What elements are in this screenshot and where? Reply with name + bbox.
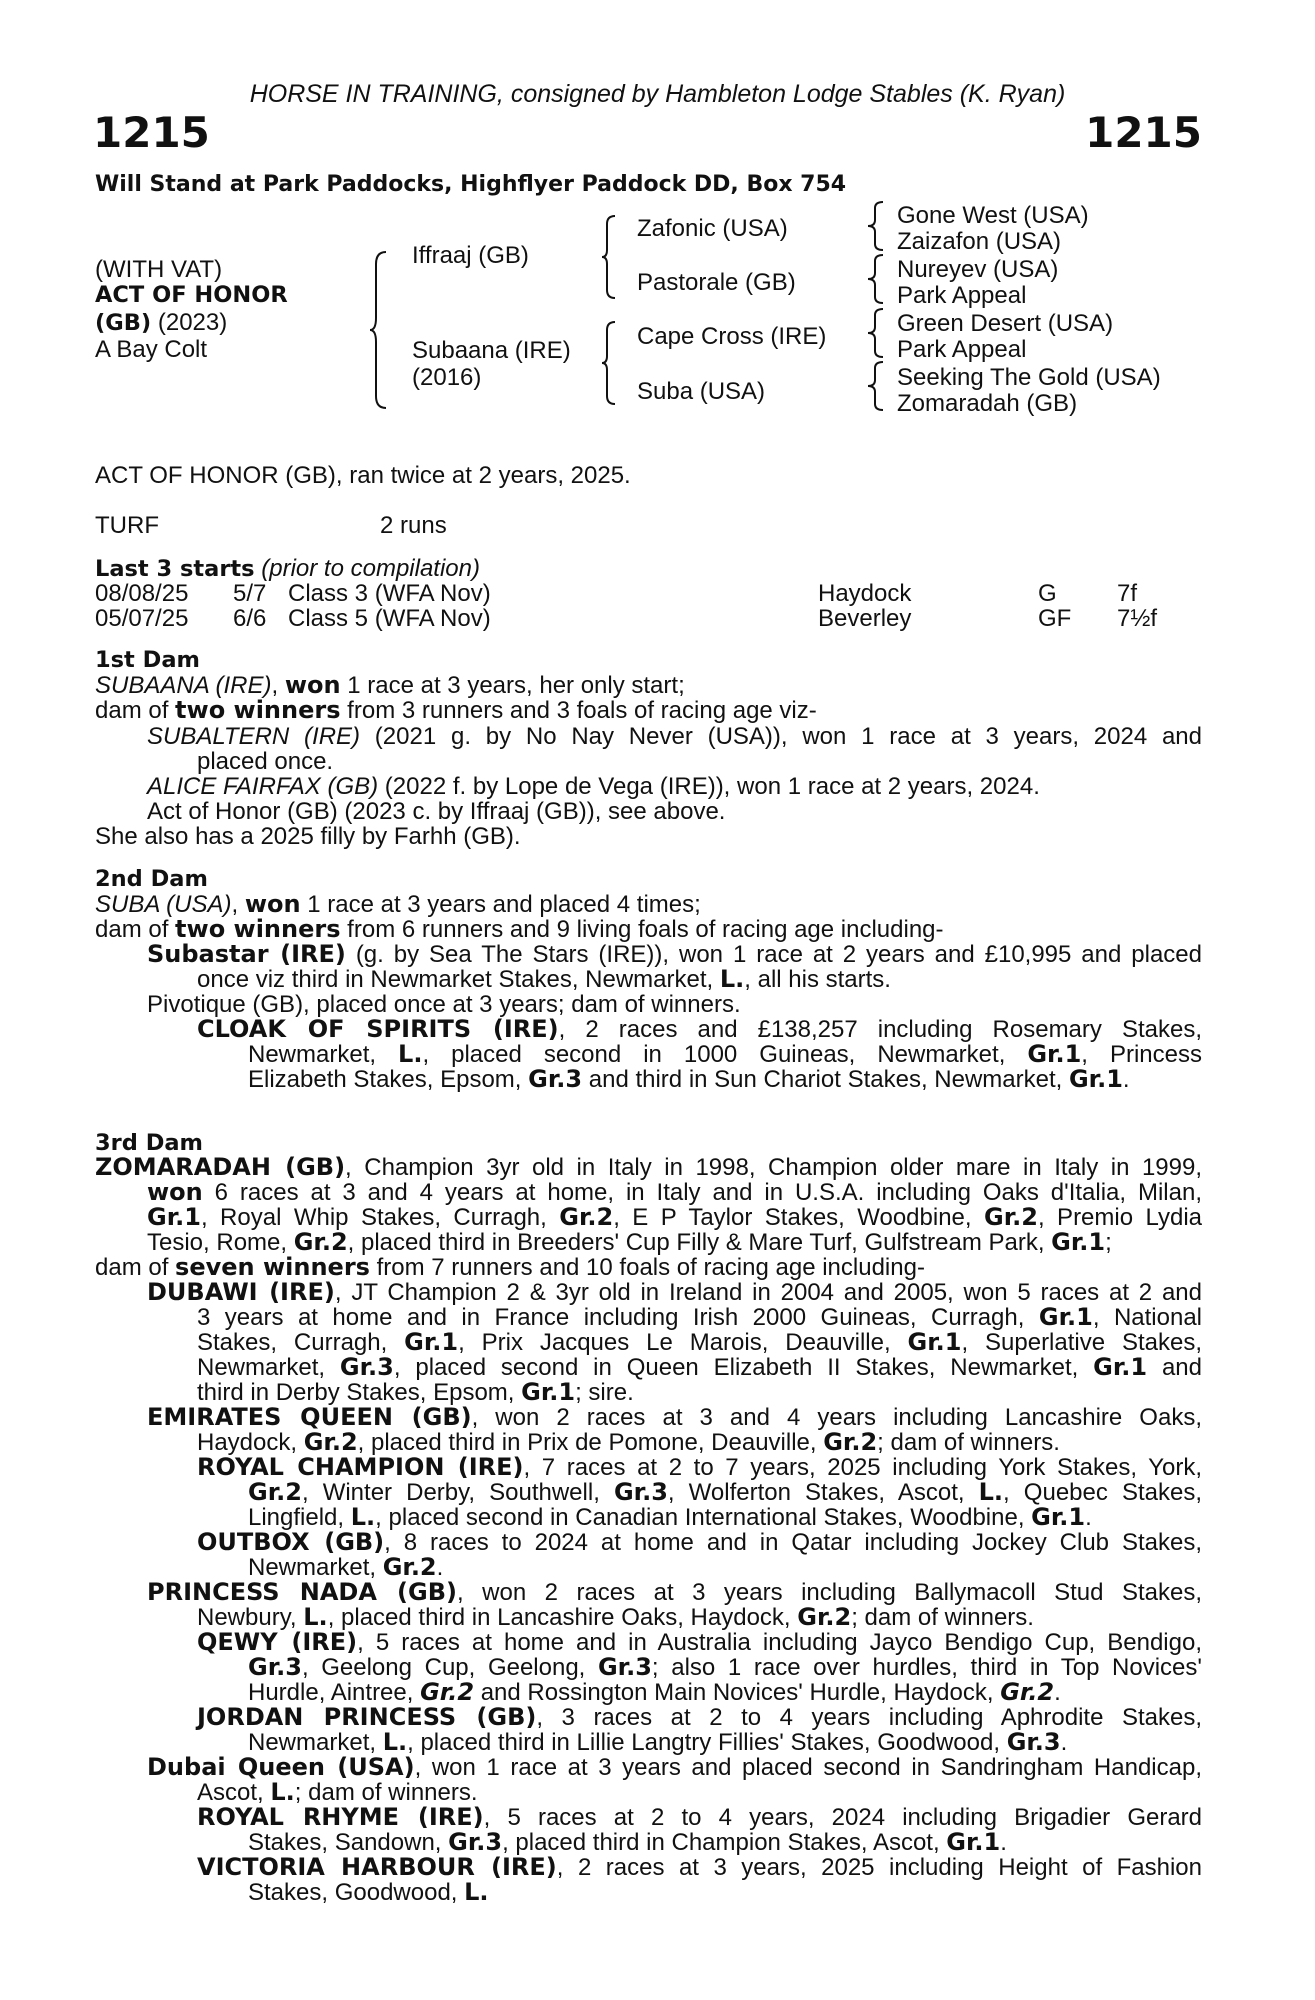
pedigree-brace-ds [866,307,886,359]
pedigree-sire: Iffraaj (GB) [412,242,529,269]
second-dam-line-5: Pivotique (GB), placed once at 3 years; dam of winners. [147,991,741,1018]
horse-origin: (GB) [95,310,152,336]
text-run: two winners [175,696,341,724]
text-run: . [1085,1504,1092,1531]
text-run: Gr.2 [293,1228,348,1256]
text-run: Lingfield, [248,1504,351,1531]
text-run: Elizabeth Stakes, Epsom, [248,1066,529,1093]
second-dam-line-2 [95,917,1202,943]
last-starts-title: Last 3 starts [95,556,255,582]
text-run: PRINCESS NADA (GB) [147,1578,457,1606]
text-run: Newbury, [197,1604,304,1631]
text-run: , placed third in Champion Stakes, Ascot, [502,1829,947,1856]
text-run: ROYAL RHYME (IRE) [197,1803,484,1831]
lot-number-right: 1215 [1085,108,1202,157]
third-dam-line-16 [197,1530,1202,1556]
second-dam-line-4 [197,967,1202,993]
text-run: Gr.2 [559,1203,614,1231]
text-run: ; dam of winners. [851,1604,1034,1631]
text-run: Gr.2 [1000,1678,1055,1706]
text-run: , Princess [1081,1041,1202,1068]
text-run: Gr.2 [248,1478,302,1506]
text-run: Gr.3 [339,1353,394,1381]
pedigree-ddd: Zomaradah (GB) [897,390,1078,417]
text-run: Gr.3 [448,1828,503,1856]
second-dam-line-6 [197,1017,1202,1043]
text-run: L. [978,1478,1004,1506]
pedigree-dam-dam: Suba (USA) [637,378,766,405]
text-run: , 5 races at home and in Australia including Jayco Bendigo Cup, Bendigo, [357,1629,1203,1656]
start-distance: 7f [1117,580,1138,607]
text-run: , placed third in Breeders' Cup Filly & Mare Turf, Gulfstream Park, [347,1229,1052,1256]
start-going: GF [1038,605,1072,632]
text-run: Stakes, Goodwood, [248,1879,465,1906]
first-dam-line-7: She also has a 2025 filly by Farhh (GB). [95,823,521,850]
third-dam-line-10 [197,1380,1202,1406]
text-run: dam of [95,697,176,724]
text-run: (2021 g. by No Nay Never (USA)), won 1 race at 3 years, 2024 and [360,723,1202,750]
race-summary: ACT OF HONOR (GB), ran twice at 2 years, 2025. [95,462,631,489]
third-dam-line-25 [147,1755,1202,1781]
text-run: JORDAN PRINCESS (GB) [197,1703,537,1731]
text-run: , Premio Lydia [1037,1204,1203,1231]
text-run: , Champion 3yr old in Italy in 1998, Champion older mare in Italy in 1999, [345,1154,1203,1181]
third-dam-line-30 [248,1880,1202,1906]
text-run: Gr.1 [907,1328,962,1356]
text-run: third in Derby Stakes, Epsom, [197,1379,522,1406]
third-dam-line-2 [147,1180,1202,1206]
third-dam-line-12 [197,1430,1202,1456]
text-run: Stakes, Curragh, [197,1329,405,1356]
third-dam-heading: 3rd Dam [95,1130,203,1156]
text-run: , 3 races at 2 to 4 years including Aphrodite Stakes, [536,1704,1203,1731]
text-run: Newmarket, [248,1554,383,1581]
pedigree-sire-dam: Pastorale (GB) [637,269,796,296]
text-run: Newmarket, [248,1729,383,1756]
text-run: L. [398,1040,423,1068]
text-run: (g. by Sea The Stars (IRE)), won 1 race at 2 years and £10,995 and placed [345,941,1202,968]
text-run: Gr.2 [382,1553,437,1581]
third-dam-line-18 [147,1580,1202,1606]
pedigree-brace-dd [866,360,886,412]
start-course: Haydock [818,580,912,607]
text-run: from 3 runners and 3 foals of racing age viz- [340,697,817,724]
last-starts-heading [95,555,480,583]
horse-year: (2023) [151,309,228,336]
text-run: Gr.3 [597,1653,652,1681]
pedigree-sds: Nureyev (USA) [897,256,1059,283]
text-run: , Prix Jacques Le Marois, Deauville, [458,1329,908,1356]
first-dam-line-5 [147,774,1202,800]
start-position: 5/7 [233,580,267,607]
text-run: Gr.1 [1027,1040,1082,1068]
text-run: Haydock, [197,1429,304,1456]
text-run: , Winter Derby, Southwell, [301,1479,614,1506]
text-run: EMIRATES QUEEN (GB) [147,1403,472,1431]
third-dam-line-15 [248,1505,1202,1531]
text-run: . [1054,1679,1061,1706]
text-run: , [271,672,285,699]
third-dam-line-23 [197,1705,1202,1731]
text-run: and third in Sun Chariot Stakes, Newmarket, [582,1066,1069,1093]
text-run: from 7 runners and 10 foals of racing age including- [369,1254,925,1281]
text-run: L. [270,1778,295,1806]
text-run: L. [719,965,745,993]
text-run: SUBALTERN (IRE) [147,723,361,750]
third-dam-line-9 [197,1355,1202,1381]
text-run: ; sire. [575,1379,634,1406]
text-run: , 7 races at 2 to 7 years, 2025 including York Stakes, York, [523,1454,1202,1481]
text-run: Gr.2 [823,1428,878,1456]
text-run: , 2 races and £138,257 including Rosemary Stakes, [558,1016,1202,1043]
text-run: won [244,890,301,918]
third-dam-line-17 [248,1555,1202,1581]
text-run: Newmarket, [197,1354,340,1381]
text-run: dam of [95,916,176,943]
pedigree-sire-sire: Zafonic (USA) [637,215,788,242]
text-run: Gr.3 [1006,1728,1061,1756]
text-run: Gr.1 [521,1378,576,1406]
first-dam-line-6: Act of Honor (GB) (2023 c. by Iffraaj (GB)), see above. [147,798,726,825]
second-dam-line-7 [248,1042,1202,1068]
third-dam-line-22 [248,1680,1202,1706]
text-run: OUTBOX (GB) [197,1528,385,1556]
text-run: Gr.3 [248,1653,302,1681]
third-dam-line-13 [197,1455,1202,1481]
third-dam-line-1 [95,1155,1202,1181]
text-run: , won 2 races at 3 years including Ballymacoll Stud Stakes, [457,1579,1202,1606]
start-position: 6/6 [233,605,267,632]
third-dam-line-21 [248,1655,1202,1681]
text-run: ; dam of winners. [877,1429,1060,1456]
text-run: 3 years at home and in France including Irish 2000 Guineas, Curragh, [197,1304,1039,1331]
text-run: , Wolferton Stakes, Ascot, [667,1479,979,1506]
text-run: , Superlative Stakes, [961,1329,1202,1356]
pedigree-dss: Green Desert (USA) [897,310,1114,337]
third-dam-line-26 [197,1780,1202,1806]
text-run: QEWY (IRE) [197,1628,358,1656]
text-run: Gr.3 [528,1065,583,1093]
start-distance: 7½f [1117,605,1158,632]
third-dam-line-28 [248,1830,1202,1856]
text-run: ; also 1 race over hurdles, third in Top Novices' [651,1654,1202,1681]
first-dam-line-1 [95,673,1202,699]
text-run: , won 2 races at 3 and 4 years including Lancashire Oaks, [471,1404,1202,1431]
text-run: Gr.1 [404,1328,459,1356]
text-run: . [1122,1066,1130,1093]
text-run: L. [382,1728,408,1756]
first-dam-line-2 [95,698,1202,724]
third-dam-line-7 [197,1305,1202,1331]
text-run: , placed third in Lancashire Oaks, Haydock, [327,1604,798,1631]
text-run: , won 1 race at 3 years and placed second in Sandringham Handicap, [414,1754,1202,1781]
text-run: , placed second in 1000 Guineas, Newmarket, [422,1041,1028,1068]
text-run: , National [1092,1304,1203,1331]
horse-description: A Bay Colt [95,336,208,363]
text-run: , E P Taylor Stakes, Woodbine, [613,1204,985,1231]
start-course: Beverley [818,605,912,632]
text-run: , Quebec Stakes, [1003,1479,1202,1506]
third-dam-line-20 [197,1630,1202,1656]
pedigree-sdd: Park Appeal [897,282,1027,309]
second-dam-line-1 [95,892,1202,918]
text-run: Gr.1 [1051,1228,1106,1256]
text-run: 1 race at 3 years and placed 4 times; [300,891,701,918]
start-race-class: Class 3 (WFA Nov) [288,580,491,607]
text-run: Gr.1 [1031,1503,1086,1531]
text-run: 1 race at 3 years, her only start; [340,672,685,699]
pedigree-brace-ss [866,200,886,252]
third-dam-line-6 [147,1280,1202,1306]
text-run: , placed second in Queen Elizabeth II Stakes, Newmarket, [393,1354,1094,1381]
text-run: , JT Champion 2 & 3yr old in Ireland in 2004 and 2005, won 5 races at 2 and [334,1279,1202,1306]
third-dam-line-27 [197,1805,1202,1831]
third-dam-line-19 [197,1605,1202,1631]
pedigree-brace-main [368,250,390,410]
text-run: , 5 races at 2 to 4 years, 2024 including Brigadier Gerard [483,1804,1203,1831]
text-run: , 8 races to 2024 at home and in Qatar including Jockey Club Stakes, [384,1529,1202,1556]
text-run: , Geelong Cup, Geelong, [301,1654,598,1681]
text-run: Gr.2 [797,1603,852,1631]
text-run: Stakes, Sandown, [248,1829,449,1856]
surface-runs: 2 runs [380,512,447,539]
text-run: CLOAK OF SPIRITS (IRE) [197,1015,559,1043]
text-run: L. [464,1878,489,1906]
first-dam-line-4: placed once. [197,748,334,775]
third-dam-line-14 [248,1480,1202,1506]
third-dam-line-11 [147,1405,1202,1431]
third-dam-line-8 [197,1330,1202,1356]
text-run: Gr.1 [1038,1303,1093,1331]
horse-name: ACT OF HONOR [95,282,288,308]
text-run: L. [350,1503,376,1531]
text-run: Subastar (IRE) [147,940,346,968]
text-run: once viz third in Newmarket Stakes, Newmarket, [197,966,720,993]
stand-location: Will Stand at Park Paddocks, Highflyer Paddock DD, Box 754 [95,172,847,197]
text-run: VICTORIA HARBOUR (IRE) [197,1853,557,1881]
text-run: Tesio, Rome, [147,1229,294,1256]
text-run: , placed third in Prix de Pomone, Deauville, [357,1429,824,1456]
text-run: dam of [95,1254,176,1281]
text-run: SUBAANA (IRE) [95,672,272,699]
first-dam-heading: 1st Dam [95,647,200,673]
text-run: L. [303,1603,328,1631]
pedigree-brace-dam [600,320,618,406]
text-run: ZOMARADAH (GB) [95,1153,346,1181]
text-run: , all his starts. [744,966,891,993]
text-run: 6 races at 3 and 4 years at home, in Italy and in U.S.A. including Oaks d'Italia, Milan, [202,1179,1202,1206]
text-run: , placed third in Lillie Langtry Fillies' Stakes, Goodwood, [407,1729,1007,1756]
text-run: Dubai Queen (USA) [147,1753,415,1781]
text-run: and [1147,1354,1202,1381]
pedigree-ssd: Zaizafon (USA) [897,228,1062,255]
text-run: Hurdle, Aintree, [248,1679,421,1706]
start-going: G [1038,580,1057,607]
text-run: ROYAL CHAMPION (IRE) [197,1453,524,1481]
text-run: Gr.3 [613,1478,668,1506]
text-run: Gr.2 [984,1203,1038,1231]
pedigree-dsd: Park Appeal [897,336,1027,363]
text-run: Newmarket, [248,1041,399,1068]
text-run: ; [1105,1229,1112,1256]
pedigree-brace-sd [866,253,886,305]
lot-number-left: 1215 [93,108,210,157]
pedigree-dam-year: (2016) [412,364,482,391]
vat-note: (WITH VAT) [95,256,223,283]
text-run: (2022 f. by Lope de Vega (IRE)), won 1 race at 2 years, 2024. [378,773,1040,800]
text-run: from 6 runners and 9 living foals of racing age including- [340,916,944,943]
text-run: ALICE FAIRFAX (GB) [147,773,379,800]
text-run: Gr.2 [420,1678,475,1706]
text-run: Gr.2 [303,1428,358,1456]
text-run: DUBAWI (IRE) [147,1278,335,1306]
pedigree-sss: Gone West (USA) [897,202,1089,229]
text-run: Ascot, [197,1779,271,1806]
start-race-class: Class 5 (WFA Nov) [288,605,491,632]
text-run: , placed second in Canadian International Stakes, Woodbine, [375,1504,1032,1531]
text-run: Gr.1 [946,1828,1001,1856]
text-run: and Rossington Main Novices' Hurdle, Haydock, [474,1679,1001,1706]
text-run: . [1000,1829,1007,1856]
pedigree-brace-sire [600,214,618,300]
text-run: , 2 races at 3 years, 2025 including Height of Fashion [556,1854,1202,1881]
pedigree-dds: Seeking The Gold (USA) [897,364,1161,391]
third-dam-line-5 [95,1255,1202,1281]
pedigree-dam-sire: Cape Cross (IRE) [637,323,827,350]
text-run: Gr.1 [1068,1065,1123,1093]
second-dam-line-3 [147,942,1202,968]
text-run: . [436,1554,444,1581]
text-run: two winners [175,915,341,943]
start-date: 05/07/25 [95,605,189,632]
third-dam-line-3 [147,1205,1202,1231]
third-dam-line-24 [248,1730,1202,1756]
text-run: . [1060,1729,1068,1756]
consignment-line: HORSE IN TRAINING, consigned by Hambleton Lodge Stables (K. Ryan) [249,80,1066,108]
text-run: SUBA (USA) [95,891,232,918]
third-dam-line-4 [147,1230,1202,1256]
text-run: , [231,891,245,918]
text-run: seven winners [175,1253,370,1281]
text-run: , Royal Whip Stakes, Curragh, [200,1204,560,1231]
text-run: won [284,671,341,699]
first-dam-line-3 [147,724,1202,750]
third-dam-line-29 [197,1855,1202,1881]
text-run: won [147,1178,203,1206]
start-date: 08/08/25 [95,580,189,607]
surface-label: TURF [95,512,159,539]
pedigree-dam: Subaana (IRE) [412,337,571,364]
second-dam-heading: 2nd Dam [95,866,208,892]
horse-origin-year [95,309,227,337]
text-run: ; dam of winners. [294,1779,478,1806]
text-run: Gr.1 [147,1203,201,1231]
text-run: Gr.1 [1093,1353,1148,1381]
last-starts-note: (prior to compilation) [254,555,480,582]
second-dam-line-8 [248,1067,1202,1093]
